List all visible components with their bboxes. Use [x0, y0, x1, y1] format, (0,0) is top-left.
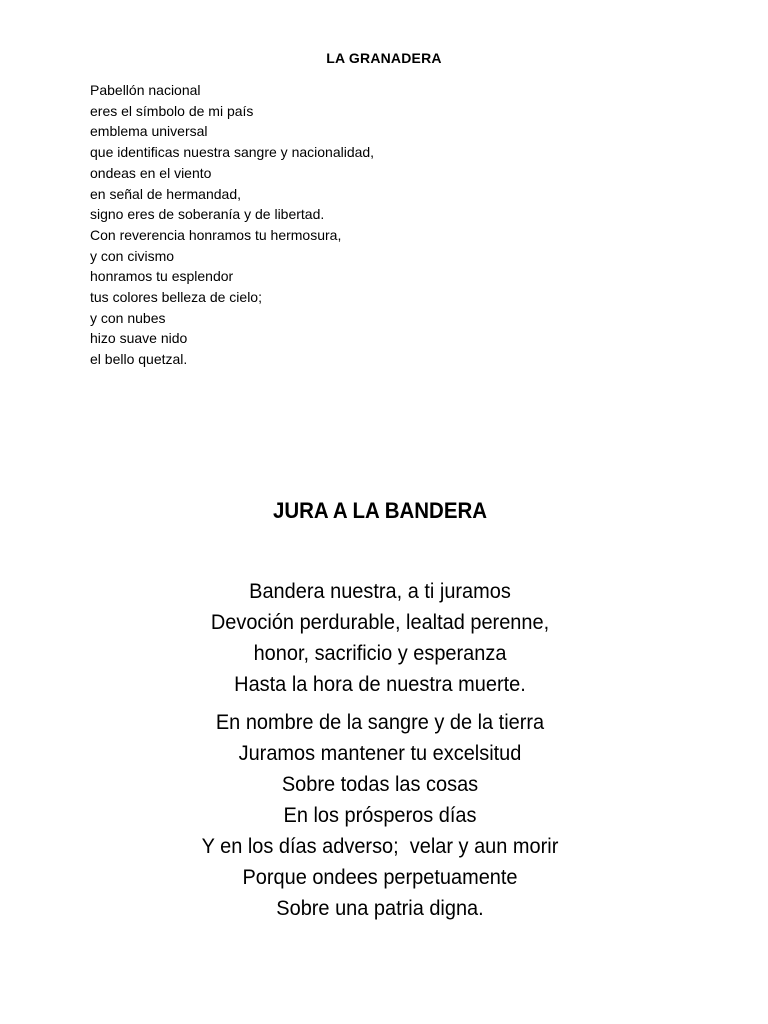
- poem-line: tus colores belleza de cielo;: [90, 289, 262, 306]
- poem-line: el bello quetzal.: [90, 351, 188, 368]
- pledge-line: Y en los días adverso; velar y aun morir: [201, 835, 559, 858]
- poem-line: hizo suave nido: [90, 330, 188, 347]
- poem-title-la-granadera: LA GRANADERA: [326, 50, 442, 66]
- poem-line: Con reverencia honramos tu hermosura,: [90, 226, 342, 243]
- poem-title-jura-a-la-bandera: JURA A LA BANDERA: [272, 498, 488, 523]
- poem-line: en señal de hermandad,: [90, 185, 241, 202]
- poem-line: y con nubes: [90, 309, 166, 326]
- pledge-line: Devoción perdurable, lealtad perenne,: [210, 611, 550, 634]
- poem-line: y con civismo: [90, 247, 175, 264]
- pledge-line: En nombre de la sangre y de la tierra: [215, 711, 545, 734]
- pledge-line: Hasta la hora de nuestra muerte.: [234, 673, 526, 696]
- poem-line: eres el símbolo de mi país: [90, 102, 254, 119]
- pledge-line: Porque ondees perpetuamente: [242, 866, 518, 889]
- poem-line: emblema universal: [90, 123, 208, 140]
- poem-line: signo eres de soberanía y de libertad.: [90, 206, 325, 223]
- poem-line: que identificas nuestra sangre y nacionalidad,: [90, 144, 375, 161]
- pledge-line: En los prósperos días: [283, 804, 477, 827]
- poem-line: ondeas en el viento: [90, 164, 212, 181]
- poem-line: Pabellón nacional: [90, 82, 201, 98]
- pledge-line: honor, sacrificio y esperanza: [253, 642, 507, 665]
- pledge-line: Sobre todas las cosas: [281, 773, 479, 796]
- pledge-stanza-1: [19, 576, 741, 700]
- pledge-line: Bandera nuestra, a ti juramos: [249, 580, 511, 603]
- poem-la-granadera-body: [90, 80, 374, 370]
- pledge-stanza-2: [19, 707, 741, 924]
- poem-line: honramos tu esplendor: [90, 268, 234, 285]
- pledge-line: Juramos mantener tu excelsitud: [238, 742, 522, 765]
- pledge-line: Sobre una patria digna.: [276, 897, 484, 920]
